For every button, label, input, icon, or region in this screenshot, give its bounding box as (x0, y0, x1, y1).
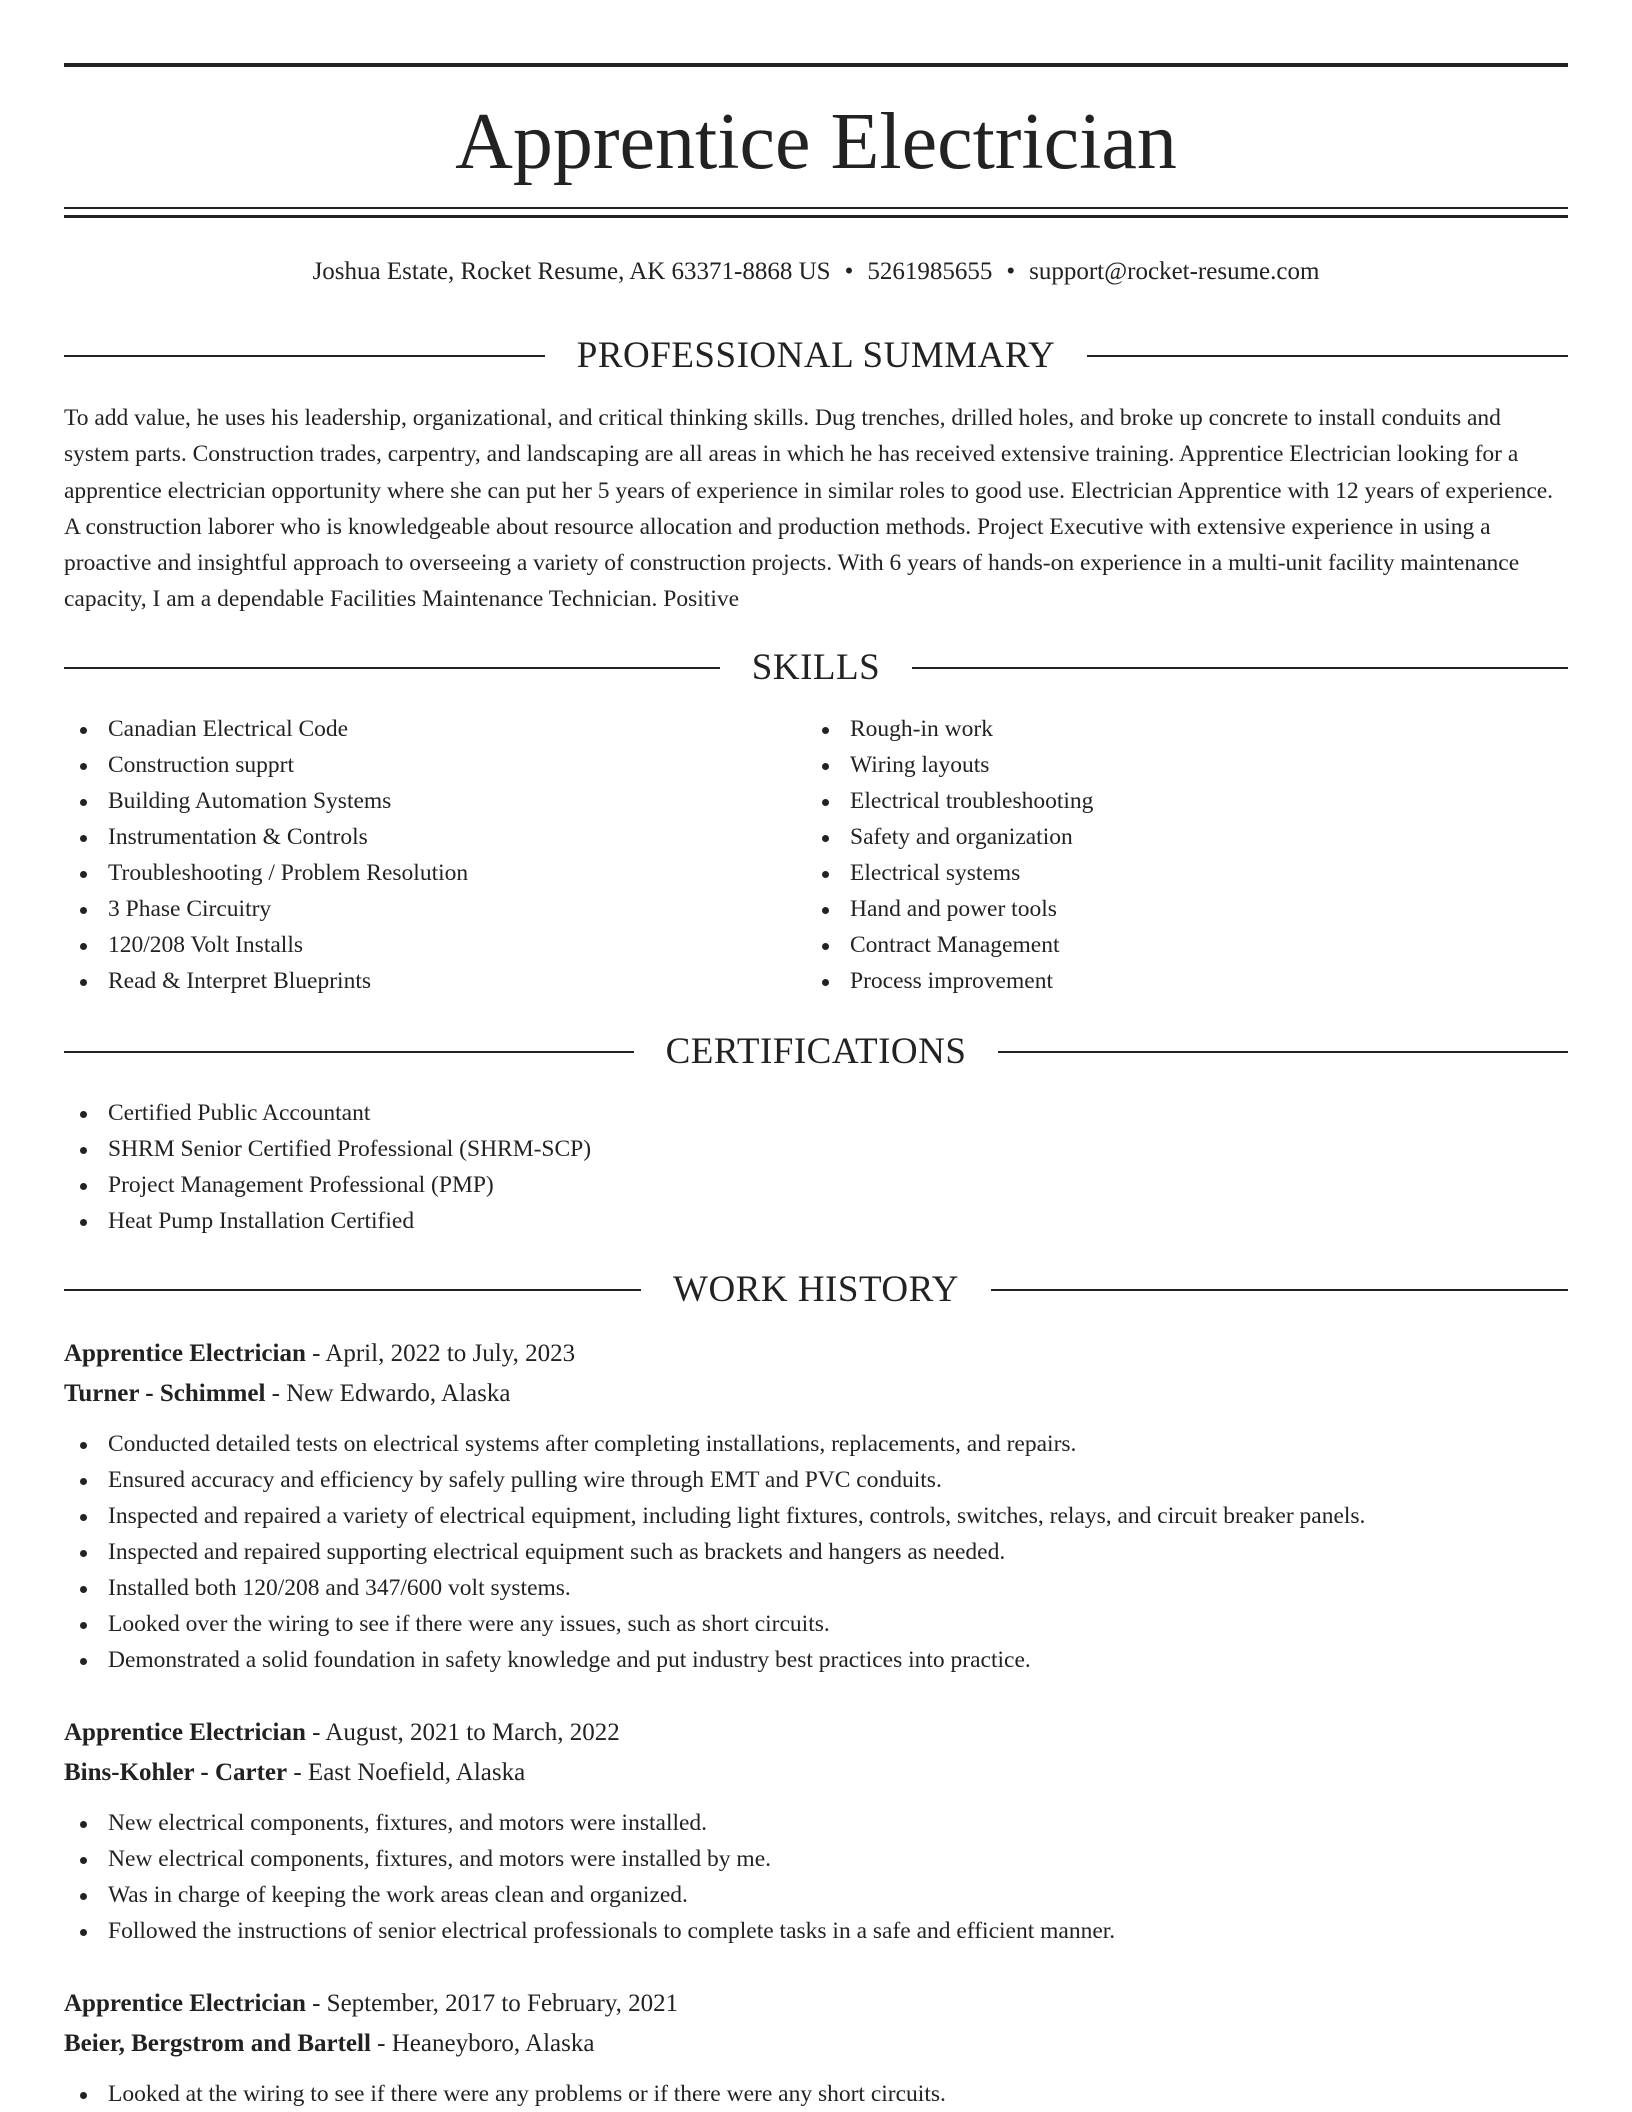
title-double-rule (64, 207, 1568, 218)
skill-item: Electrical systems (806, 855, 1093, 891)
section-heading-skills (64, 648, 1568, 688)
skill-item: Safety and organization (806, 819, 1093, 855)
heading-rule (1087, 355, 1568, 357)
skill-item: 3 Phase Circuitry (64, 891, 468, 927)
top-rule (64, 63, 1568, 67)
skills-list-left (64, 711, 468, 999)
job-bullet: Ensured accuracy and efficiency by safely pulling wire through EMT and PVC conduits. (64, 1462, 1568, 1498)
heading-rule (998, 1051, 1568, 1053)
job-bullet: New electrical components, fixtures, and motors were installed. (64, 1805, 1568, 1841)
job-dates: - April, 2022 to July, 2023 (305, 1340, 576, 1367)
skill-item: Hand and power tools (806, 891, 1093, 927)
skills-list-right (806, 711, 1093, 999)
job-dates: - August, 2021 to March, 2022 (305, 1719, 620, 1746)
contact-address: Joshua Estate, Rocket Resume, AK 63371-8868 US (312, 258, 831, 285)
job-location: - New Edwardo, Alaska (265, 1380, 511, 1407)
job-title: Apprentice Electrician (64, 1990, 306, 2017)
job-bullet: Conducted detailed tests on electrical systems after completing installations, replacements, and repairs. (64, 1426, 1568, 1462)
job-bullets (64, 2076, 1568, 2112)
section-heading-certifications (64, 1032, 1568, 1072)
job-bullet: New electrical components, fixtures, and motors were installed by me. (64, 1841, 1568, 1877)
job-company: Bins-Kohler - Carter (64, 1759, 288, 1786)
contact-phone: 5261985655 (867, 258, 993, 285)
job-company: Beier, Bergstrom and Bartell (64, 2030, 371, 2057)
job-location: - East Noefield, Alaska (287, 1759, 526, 1786)
job-entry (64, 1984, 1568, 2112)
job-title: Apprentice Electrician (64, 1340, 306, 1367)
certification-item: SHRM Senior Certified Professional (SHRM-SCP) (64, 1131, 591, 1167)
skill-item: Wiring layouts (806, 747, 1093, 783)
heading-rule (64, 355, 545, 357)
skill-item: Construction supprt (64, 747, 468, 783)
heading-rule (991, 1289, 1568, 1291)
job-bullets (64, 1426, 1568, 1678)
job-bullets (64, 1805, 1568, 1949)
skill-item: Electrical troubleshooting (806, 783, 1093, 819)
skill-item: Canadian Electrical Code (64, 711, 468, 747)
skill-item: Troubleshooting / Problem Resolution (64, 855, 468, 891)
skill-item: Building Automation Systems (64, 783, 468, 819)
job-bullet: Looked over the wiring to see if there were any issues, such as short circuits. (64, 1606, 1568, 1642)
job-title-line (64, 1984, 1568, 2024)
section-heading-summary (64, 336, 1568, 376)
job-title: Apprentice Electrician (64, 1719, 306, 1746)
skill-item: Contract Management (806, 927, 1093, 963)
certification-item: Heat Pump Installation Certified (64, 1203, 591, 1239)
section-title: PROFESSIONAL SUMMARY (576, 335, 1056, 376)
section-title: SKILLS (751, 647, 881, 688)
heading-rule (912, 667, 1568, 669)
certifications-list (64, 1095, 591, 1239)
job-bullet: Inspected and repaired a variety of electrical equipment, including light fixtures, controls, switches, relays, and circuit breaker panels. (64, 1498, 1568, 1534)
job-title-line (64, 1334, 1568, 1374)
skill-item: Instrumentation & Controls (64, 819, 468, 855)
heading-rule (64, 1289, 641, 1291)
certification-item: Certified Public Accountant (64, 1095, 591, 1131)
contact-line (64, 254, 1568, 290)
job-bullet: Was in charge of keeping the work areas clean and organized. (64, 1877, 1568, 1913)
section-title: CERTIFICATIONS (665, 1031, 967, 1072)
job-entry (64, 1713, 1568, 1949)
heading-rule (64, 667, 720, 669)
job-company-line (64, 1374, 1568, 1414)
job-bullet: Installed both 120/208 and 347/600 volt systems. (64, 1570, 1568, 1606)
job-dates: - September, 2017 to February, 2021 (305, 1990, 679, 2017)
job-title-line (64, 1713, 1568, 1753)
skill-item: Read & Interpret Blueprints (64, 963, 468, 999)
summary-text: To add value, he uses his leadership, organizational, and critical thinking skills. Dug trenches, drilled holes, and broke up concrete to install conduits and system parts. Construction trades, carpentry, and landscaping are all areas in which he has received extensive training. Apprentice Electrician looking for a apprentice electrician opportunity where she can put her 5 years of experience in similar roles to good use. Electrician Apprentice with 12 years of experience. A construction laborer who is knowledgeable about resource allocation and production methods. Project Executive with extensive experience in using a proactive and insightful approach to overseeing a variety of construction projects. With 6 years of hands-on experience in a multi-unit facility maintenance capacity, I am a dependable Facilities Maintenance Technician. Positive (64, 405, 1554, 613)
job-bullet: Followed the instructions of senior electrical professionals to complete tasks in a safe and efficient manner. (64, 1913, 1568, 1949)
contact-separator: • (844, 258, 854, 285)
contact-separator: • (1006, 258, 1016, 285)
job-bullet: Looked at the wiring to see if there were any problems or if there were any short circuits. (64, 2076, 1568, 2112)
job-bullet: Demonstrated a solid foundation in safety knowledge and put industry best practices into practice. (64, 1642, 1568, 1678)
skill-item: 120/208 Volt Installs (64, 927, 468, 963)
job-company: Turner - Schimmel (64, 1380, 266, 1407)
contact-email: support@rocket-resume.com (1029, 258, 1320, 285)
job-entry (64, 1334, 1568, 1678)
job-company-line (64, 2024, 1568, 2064)
skill-item: Process improvement (806, 963, 1093, 999)
heading-rule (64, 1051, 634, 1053)
skill-item: Rough-in work (806, 711, 1093, 747)
certification-item: Project Management Professional (PMP) (64, 1167, 591, 1203)
section-heading-work-history (64, 1270, 1568, 1310)
section-title: WORK HISTORY (673, 1269, 959, 1310)
job-bullet: Inspected and repaired supporting electrical equipment such as brackets and hangers as needed. (64, 1534, 1568, 1570)
resume-title: Apprentice Electrician (455, 98, 1177, 186)
job-company-line (64, 1753, 1568, 1793)
job-location: - Heaneyboro, Alaska (370, 2030, 595, 2057)
